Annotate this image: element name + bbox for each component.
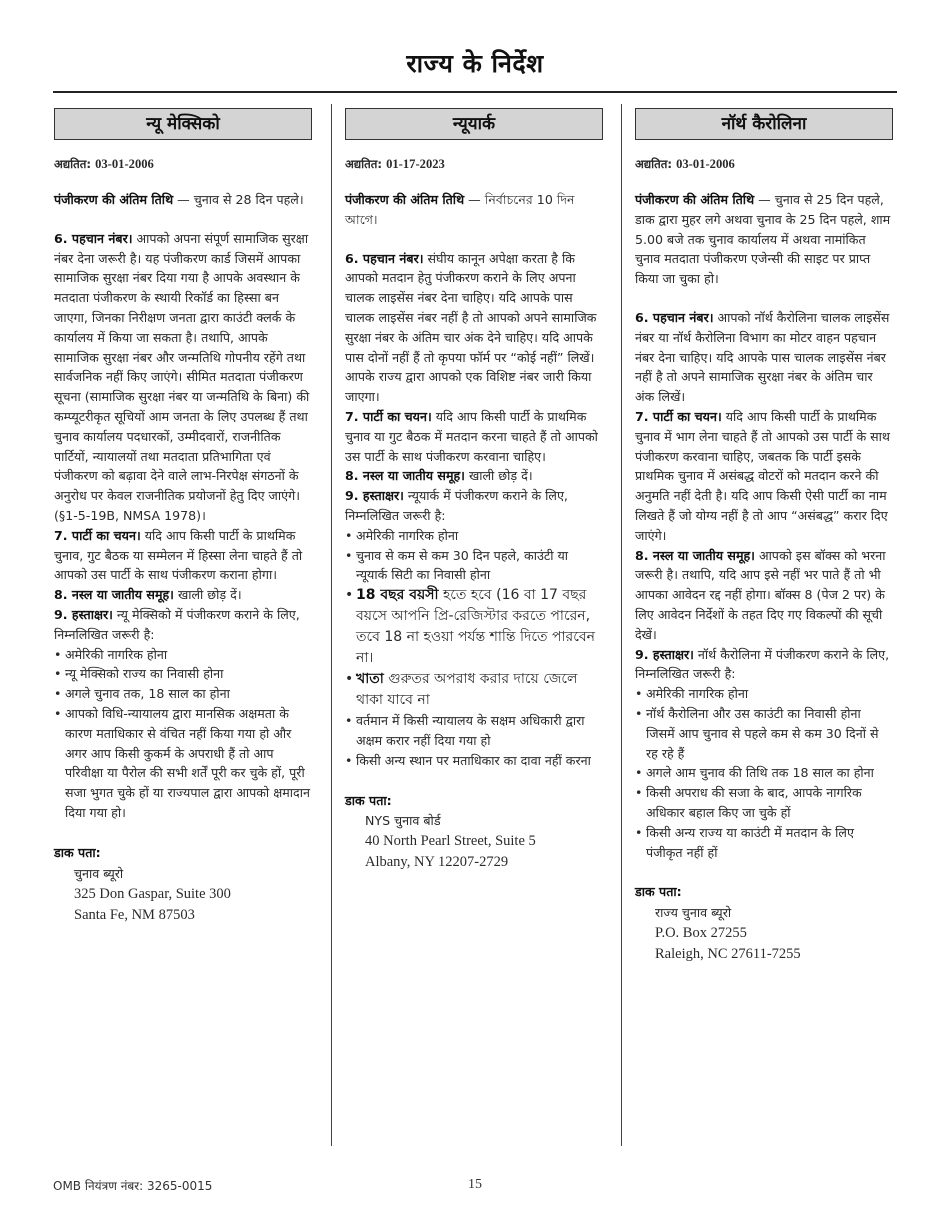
felony-bold: খাতা — [356, 671, 384, 688]
deadline-label: पंजीकरण की अंतिम तिथि — [635, 192, 755, 207]
id-number-section — [345, 249, 603, 407]
list-item: • चुनाव से कम से कम 30 दिन पहले, काउंटी या न्यूयार्क सिटी का निवासी होना — [345, 546, 603, 586]
list-item: • किसी अपराध की सजा के बाद, आपके नागरिक अधिकार बहाल किए जा चुके हों — [635, 783, 893, 823]
address-org: राज्य चुनाव ब्यूरो — [655, 905, 732, 921]
requirements-list — [54, 645, 312, 823]
list-item: • आपको विधि-न्यायालय द्वारा मानसिक अक्षमता के कारण मताधिकार से वंचित नहीं किया गया हो और अगर आप किसी कुकर्म के अपराधी हैं तो आप परिवीक्षा या पैरोल की सभी शर्तें पूरी कर चुके हों, पूरी सजा भुगत चुके हों या राज्यपाल द्वारा आपको क्षमादान दिया गया हो। — [54, 704, 312, 823]
column-new-mexico — [54, 108, 312, 926]
signature-label: 9. हस्ताक्षर। — [345, 488, 404, 504]
address-line-2: Albany, NY 12207-2729 — [365, 854, 509, 871]
age-bold: 18 বছর বয়সী — [356, 587, 439, 604]
mailing-address — [345, 810, 603, 873]
signature-label: 9. हस्ताक्षर। — [635, 646, 694, 662]
race-section — [635, 546, 893, 645]
updated-value: 01-17-2023 — [386, 157, 445, 171]
column-divider-left — [331, 104, 332, 1146]
list-item — [345, 585, 603, 669]
registration-deadline — [345, 190, 603, 230]
mailing-address — [635, 902, 893, 965]
updated-date — [345, 156, 603, 172]
list-item: • अगले चुनाव तक, 18 साल का होना — [54, 684, 312, 704]
title-rule — [53, 91, 897, 93]
party-text: यदि आप किसी पार्टी के प्राथमिक चुनाव, गुट बैठक या सम्मेलन में हिस्सा लेना चाहते हैं तो आपको उस पार्टी के साथ पंजीकरण कराना होगा। — [54, 527, 303, 583]
state-header-new-york: न्यूयार्क — [345, 108, 603, 140]
list-item: • अमेरिकी नागरिक होना — [54, 645, 312, 665]
id-text: आपको नॉर्थ कैरोलिना चालक लाइसेंस नंबर या नॉर्थ कैरोलिना विभाग का मोटर वाहन पहचान नंबर देना चाहिए। यदि आपके पास चालक लाइसेंस नंबर नहीं है तो अपने सामाजिक सुरक्षा नंबर के अंतिम चार अंक लिखें। — [635, 309, 890, 405]
id-label: 6. पहचान नंबर। — [345, 250, 424, 266]
party-text: यदि आप किसी पार्टी के प्राथमिक चुनाव में भाग लेना चाहते हैं तो आपको उस पार्टी के साथ पंजीकरण करवाना चाहिए, जबतक कि पार्टी इसके प्राथमिक चुनाव में असंबद्ध वोटरों को मतदान करने की अनुमति नहीं देती है। यदि आप किसी ऐसी पार्टी का नाम लिखते हैं जो योग्य नहीं है तो आप “असंबद्ध” करार दिए जाएंगे। — [635, 408, 890, 543]
omb-control-number: OMB नियंत्रण नंबर: 3265-0015 — [53, 1179, 213, 1193]
race-section — [345, 466, 603, 486]
column-north-carolina — [635, 108, 893, 965]
deadline-text: — चुनाव से 25 दिन पहले, डाक द्वारा मुहर लगे अथवा चुनाव के 25 दिन पहले, शाम 5.00 बजे तक चुनाव कार्यालय में अथवा नामांकित चुनाव मतदाता पंजीकरण एजेन्सी की साइट पर प्राप्त किया जा चुका हो। — [635, 192, 891, 287]
id-number-section — [635, 308, 893, 407]
state-header-new-mexico: न्यू मेक्सिको — [54, 108, 312, 140]
id-label: 6. पहचान नंबर। — [54, 230, 133, 246]
mailing-address-label: डाक पता: — [635, 884, 682, 900]
signature-text: न्यू मेक्सिको में पंजीकरण कराने के लिए, निम्नलिखित जरूरी है: — [54, 606, 300, 642]
race-text: खाली छोड़ दें। — [464, 468, 533, 484]
address-org: NYS चुनाव बोर्ड — [365, 813, 441, 829]
id-label: 6. पहचान नंबर। — [635, 309, 714, 325]
race-label: 8. नस्ल या जातीय समूह। — [345, 468, 465, 484]
party-text: यदि आप किसी पार्टी के प्राथमिक चुनाव या गुट बैठक में मतदान करना चाहते हैं तो आपको उस पार्टी के साथ पंजीकरण करवाना चाहिए। — [345, 408, 598, 464]
updated-label: अद्यतित: — [635, 157, 673, 171]
party-section — [54, 526, 312, 585]
felony-text: গুরুতর অপরাধ করার দায়ে জেলে থাকা যাবে না — [356, 671, 578, 709]
updated-label: अद्यतित: — [345, 157, 383, 171]
requirements-list — [635, 684, 893, 862]
list-item: • किसी अन्य स्थान पर मताधिकार का दावा नहीं करना — [345, 751, 603, 771]
updated-value: 03-01-2006 — [95, 157, 154, 171]
deadline-text: — चुनाव से 28 दिन पहले। — [173, 192, 304, 207]
id-number-section — [54, 229, 312, 526]
race-section — [54, 585, 312, 605]
list-item: • अमेरिकी नागरिक होना — [635, 684, 893, 704]
race-text: आपको इस बॉक्स को भरना जरूरी है। तथापि, यदि आप इसे नहीं भर पाते हैं तो भी आपका आवेदन रद्द नहीं होगा। बॉक्स 8 (पेज 2 पर) के लिए आवेदन निर्देशों के तहत दिए गए विकल्पों की सूची देखें। — [635, 547, 886, 642]
address-line-2: Santa Fe, NM 87503 — [74, 906, 195, 923]
party-label: 7. पार्टी का चयन। — [54, 527, 141, 543]
requirements-list — [345, 526, 603, 771]
column-new-york — [345, 108, 603, 873]
signature-text: नॉर्थ कैरोलिना में पंजीकरण कराने के लिए, निम्नलिखित जरूरी है: — [635, 646, 890, 682]
page-title: राज्य के निर्देश — [406, 49, 544, 78]
address-line-2: Raleigh, NC 27611-7255 — [655, 946, 801, 963]
signature-label: 9. हस्ताक्षर। — [54, 606, 113, 622]
list-item — [345, 669, 603, 711]
signature-section — [345, 486, 603, 526]
list-item: • अगले आम चुनाव की तिथि तक 18 साल का होना — [635, 763, 893, 783]
signature-section — [54, 605, 312, 645]
list-item: • अमेरिकी नागरिक होना — [345, 526, 603, 546]
list-item: • किसी अन्य राज्य या काउंटी में मतदान के लिए पंजीकृत नहीं हों — [635, 823, 893, 863]
party-section — [345, 407, 603, 466]
updated-date — [54, 156, 312, 172]
address-org: चुनाव ब्यूरो — [74, 865, 124, 881]
registration-deadline — [635, 190, 893, 289]
updated-label: अद्यतित: — [54, 157, 92, 171]
race-label: 8. नस्ल या जातीय समूह। — [54, 587, 174, 603]
mailing-address-label: डाक पता: — [345, 792, 392, 808]
list-item: • न्यू मेक्सिको राज्य का निवासी होना — [54, 664, 312, 684]
race-label: 8. नस्ल या जातीय समूह। — [635, 547, 755, 563]
signature-text: न्यूयार्क में पंजीकरण कराने के लिए, निम्नलिखित जरूरी है: — [345, 488, 568, 523]
party-label: 7. पार्टी का चयन। — [635, 408, 722, 424]
party-label: 7. पार्टी का चयन। — [345, 408, 432, 424]
column-divider-right — [621, 104, 622, 1146]
race-text: खाली छोड़ दें। — [173, 587, 242, 603]
list-item: • नॉर्थ कैरोलिना और उस काउंटी का निवासी होना जिसमें आप चुनाव से पहले कम से कम 30 दिनों से रह रहे हैं — [635, 704, 893, 763]
state-header-north-carolina: नॉर्थ कैरोलिना — [635, 108, 893, 140]
registration-deadline — [54, 190, 312, 210]
address-line-1: P.O. Box 27255 — [655, 925, 747, 942]
age-text: হতে হবে (16 বা 17 বছর বয়সে আপনি প্রি-রেজিস্টার করতে পারেন, তবে 18 না হওয়া পর্যন্ত শান্তি দিতে পারবেন না। — [356, 587, 596, 667]
signature-section — [635, 645, 893, 685]
id-text: संघीय कानून अपेक्षा करता है कि आपको मतदान हेतु पंजीकरण कराने के लिए अपना चालक लाइसेंस नंबर देना चाहिए। यदि आपके पास चालक लाइसेंस नंबर नहीं है तो आपको अपने सामाजिक सुरक्षा नंबर के अंतिम चार अंक देने चाहिए। यदि आपके पास दोनों नहीं हैं तो कृपया फॉर्म पर “कोई नहीं” लिखें। आपके राज्य द्वारा आपको एक विशिष्ट नंबर जारी किया जाएगा। — [345, 250, 597, 405]
page-number: 15 — [468, 1177, 482, 1192]
deadline-label: पंजीकरण की अंतिम तिथि — [345, 192, 465, 207]
id-text: आपको अपना संपूर्ण सामाजिक सुरक्षा नंबर देना जरूरी है। यह पंजीकरण कार्ड जिसमें आपका सामाजिक सुरक्षा नंबर दिया गया है आपके अवस्थान के मतदाता पंजीकरण के स्थायी रिकॉर्ड का हिस्सा बन जाएगा, जिनका निरीक्षण जनता द्वारा काउंटी क्लर्क के कार्यालय में किया जा सकता है। तथापि, आपके सामाजिक सुरक्षा नंबर और जन्मतिथि गोपनीय रहेंगे तथा सार्वजनिक नहीं किए जाएंगे। सीमित मतदाता पंजीकरण सूचना (सामाजिक सुरक्षा नंबर या जन्मतिथि के बिना) की कम्प्यूटरीकृत सूचियों आम जनता के लिए उपलब्ध हैं तथा चुनाव कार्यालय पदधारकों, उम्मीदवारों, राजनीतिक पार्टियों, न्यायालयों तथा मतदाता प्रतिभागिता एवं पंजीकरण को बढ़ावा देने वाले लाभ-निरपेक्ष संगठनों के अनुरोध पर केवल राजनीतिक प्रयोजनों हेतु दिए जाएंगे।(§1-5-19B, NMSA 1978)। — [54, 230, 310, 523]
address-line-1: 40 North Pearl Street, Suite 5 — [365, 833, 536, 850]
party-section — [635, 407, 893, 546]
mailing-address-label: डाक पता: — [54, 844, 101, 860]
updated-date — [635, 156, 893, 172]
deadline-text: — নির্বাচনের 10 দিন আগে। — [345, 192, 575, 227]
updated-value: 03-01-2006 — [676, 157, 735, 171]
address-line-1: 325 Don Gaspar, Suite 300 — [74, 885, 231, 902]
list-item: • वर्तमान में किसी न्यायालय के सक्षम अधिकारी द्वारा अक्षम करार नहीं दिया गया हो — [345, 711, 603, 751]
deadline-label: पंजीकरण की अंतिम तिथि — [54, 192, 174, 207]
mailing-address — [54, 863, 312, 926]
